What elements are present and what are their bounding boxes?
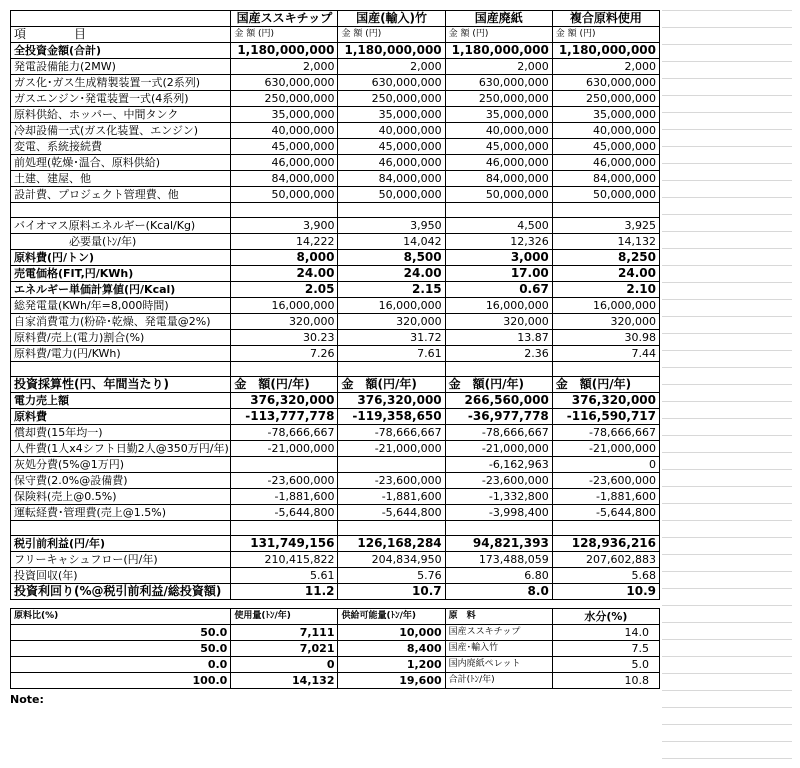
mix-cell[interactable]: 0 <box>231 657 338 673</box>
blank-row <box>11 362 660 377</box>
table-row <box>11 536 660 552</box>
mix-table <box>10 608 660 689</box>
value-cell[interactable]: -113,777,778 <box>231 409 338 425</box>
row-label[interactable]: 必要量(ﾄﾝ/年) <box>11 234 231 250</box>
column-header[interactable]: 国産(輸入)竹 <box>338 11 445 27</box>
value-cell[interactable]: 84,000,000 <box>445 171 552 187</box>
row-label[interactable]: 灰処分費(5%@1万円) <box>11 457 231 473</box>
mix-header[interactable]: 原 料 <box>445 609 552 625</box>
value-cell[interactable]: -119,358,650 <box>338 409 445 425</box>
table-row <box>11 59 660 75</box>
blank-cell[interactable] <box>338 203 445 218</box>
value-cell[interactable]: 16,000,000 <box>231 298 338 314</box>
table-row <box>11 250 660 266</box>
row-label[interactable]: 投資利回り(%@税引前利益/総投資額) <box>11 584 231 600</box>
table-row <box>11 568 660 584</box>
row-label[interactable]: 電力売上額 <box>11 393 231 409</box>
row-label[interactable]: 全投資金額(合計) <box>11 43 231 59</box>
value-cell[interactable] <box>231 457 338 473</box>
mix-cell[interactable]: 1,200 <box>338 657 445 673</box>
value-cell[interactable]: 320,000 <box>445 314 552 330</box>
row-label[interactable]: 発電設備能力(2MW) <box>11 59 231 75</box>
unit-cell[interactable]: 金 額 (円) <box>231 27 338 43</box>
mix-cell[interactable]: 14.0 <box>552 625 659 641</box>
mix-header[interactable]: 水分(%) <box>552 609 659 625</box>
blank-cell[interactable] <box>552 521 659 536</box>
value-cell[interactable]: -78,666,667 <box>338 425 445 441</box>
value-cell[interactable]: 40,000,000 <box>231 123 338 139</box>
row-label[interactable]: 前処理(乾燥･温合、原料供給) <box>11 155 231 171</box>
blank-cell[interactable] <box>445 362 552 377</box>
value-cell[interactable]: 376,320,000 <box>552 393 659 409</box>
row-label[interactable]: 冷却設備一式(ガス化装置、エンジン) <box>11 123 231 139</box>
row-label[interactable]: 売電価格(FIT,円/KWh) <box>11 266 231 282</box>
value-cell[interactable]: 1,180,000,000 <box>552 43 659 59</box>
table-row <box>11 155 660 171</box>
value-cell[interactable] <box>338 457 445 473</box>
table-row <box>11 187 660 203</box>
value-cell[interactable]: 250,000,000 <box>445 91 552 107</box>
value-cell[interactable]: 2,000 <box>231 59 338 75</box>
value-cell[interactable]: 40,000,000 <box>552 123 659 139</box>
mix-row <box>11 625 660 641</box>
value-cell[interactable]: 250,000,000 <box>338 91 445 107</box>
value-cell[interactable]: 31.72 <box>338 330 445 346</box>
section-unit[interactable]: 金 額(円/年) <box>338 377 445 393</box>
row-label[interactable]: 原料費/電力(円/KWh) <box>11 346 231 362</box>
value-cell[interactable]: 35,000,000 <box>338 107 445 123</box>
mix-cell[interactable]: 10.8 <box>552 673 659 689</box>
value-cell[interactable]: 5.61 <box>231 568 338 584</box>
value-cell[interactable]: 8,500 <box>338 250 445 266</box>
empty-grid-area <box>662 10 792 768</box>
value-cell[interactable]: 376,320,000 <box>231 393 338 409</box>
value-cell[interactable]: 630,000,000 <box>445 75 552 91</box>
value-cell[interactable]: -23,600,000 <box>231 473 338 489</box>
value-cell[interactable]: 128,936,216 <box>552 536 659 552</box>
value-cell[interactable]: 376,320,000 <box>338 393 445 409</box>
note-label: Note: <box>10 693 44 706</box>
row-label[interactable]: ガスエンジン･発電装置一式(4系列) <box>11 91 231 107</box>
value-cell[interactable]: 320,000 <box>231 314 338 330</box>
blank-row <box>11 521 660 536</box>
value-cell[interactable]: -78,666,667 <box>552 425 659 441</box>
blank-cell[interactable] <box>552 362 659 377</box>
table-row <box>11 505 660 521</box>
mix-cell[interactable]: 50.0 <box>11 641 231 657</box>
table-row <box>11 171 660 187</box>
blank-cell[interactable] <box>552 203 659 218</box>
row-label[interactable]: フリーキャシュフロー(円/年) <box>11 552 231 568</box>
value-cell[interactable]: 46,000,000 <box>338 155 445 171</box>
mix-cell[interactable]: 7,111 <box>231 625 338 641</box>
value-cell[interactable]: 5.68 <box>552 568 659 584</box>
value-cell[interactable]: 14,042 <box>338 234 445 250</box>
value-cell[interactable]: 630,000,000 <box>552 75 659 91</box>
table-row <box>11 457 660 473</box>
value-cell[interactable]: 50,000,000 <box>338 187 445 203</box>
value-cell[interactable]: -36,977,778 <box>445 409 552 425</box>
row-label[interactable]: 原料費 <box>11 409 231 425</box>
row-label[interactable]: 税引前利益(円/年) <box>11 536 231 552</box>
value-cell[interactable]: 46,000,000 <box>445 155 552 171</box>
row-label[interactable]: 投資回収(年) <box>11 568 231 584</box>
value-cell[interactable]: 630,000,000 <box>231 75 338 91</box>
value-cell[interactable]: 204,834,950 <box>338 552 445 568</box>
value-cell[interactable]: 3,900 <box>231 218 338 234</box>
value-cell[interactable]: -5,644,800 <box>231 505 338 521</box>
value-cell[interactable]: 84,000,000 <box>338 171 445 187</box>
blank-cell[interactable] <box>11 203 231 218</box>
value-cell[interactable]: 30.23 <box>231 330 338 346</box>
value-cell[interactable]: -78,666,667 <box>445 425 552 441</box>
table-row <box>11 441 660 457</box>
value-cell[interactable]: 94,821,393 <box>445 536 552 552</box>
unit-cell[interactable]: 金 額 (円) <box>338 27 445 43</box>
mix-cell[interactable]: 0.0 <box>11 657 231 673</box>
value-cell[interactable]: 84,000,000 <box>231 171 338 187</box>
value-cell[interactable]: 16,000,000 <box>338 298 445 314</box>
main-table <box>10 10 660 600</box>
value-cell[interactable]: 14,222 <box>231 234 338 250</box>
mix-cell[interactable]: 50.0 <box>11 625 231 641</box>
mix-cell[interactable]: 国内廃紙ペレット <box>445 657 552 673</box>
row-label[interactable]: エネルギー単価計算値(円/Kcal) <box>11 282 231 298</box>
value-cell[interactable]: 40,000,000 <box>338 123 445 139</box>
value-cell[interactable]: 1,180,000,000 <box>231 43 338 59</box>
value-cell[interactable]: 207,602,883 <box>552 552 659 568</box>
value-cell[interactable]: 6.80 <box>445 568 552 584</box>
value-cell[interactable]: 3,950 <box>338 218 445 234</box>
value-cell[interactable]: 126,168,284 <box>338 536 445 552</box>
table-row <box>11 75 660 91</box>
mix-cell[interactable]: 7,021 <box>231 641 338 657</box>
value-cell[interactable]: 7.44 <box>552 346 659 362</box>
value-cell[interactable]: -1,881,600 <box>552 489 659 505</box>
section-unit[interactable]: 金 額(円/年) <box>552 377 659 393</box>
row-label[interactable]: 保守費(2.0%@設備費) <box>11 473 231 489</box>
table-row <box>11 107 660 123</box>
row-label[interactable]: 変電、系統接続費 <box>11 139 231 155</box>
mix-cell[interactable]: 10,000 <box>338 625 445 641</box>
table-row <box>11 473 660 489</box>
value-cell[interactable]: 210,415,822 <box>231 552 338 568</box>
value-cell[interactable]: 2,000 <box>552 59 659 75</box>
mix-cell[interactable]: 8,400 <box>338 641 445 657</box>
table-row <box>11 234 660 250</box>
value-cell[interactable]: 16,000,000 <box>445 298 552 314</box>
column-header[interactable]: 複合原料使用 <box>552 11 659 27</box>
value-cell[interactable]: -3,998,400 <box>445 505 552 521</box>
value-cell[interactable]: 35,000,000 <box>231 107 338 123</box>
value-cell[interactable]: 46,000,000 <box>231 155 338 171</box>
value-cell[interactable]: -1,881,600 <box>231 489 338 505</box>
section-unit[interactable]: 金 額(円/年) <box>231 377 338 393</box>
row-label[interactable]: 設計費、プロジェクト管理費、他 <box>11 187 231 203</box>
header-blank[interactable] <box>11 11 231 27</box>
mix-cell[interactable]: 100.0 <box>11 673 231 689</box>
column-header[interactable]: 国産ススキチップ <box>231 11 338 27</box>
mix-row <box>11 657 660 673</box>
section-unit[interactable]: 金 額(円/年) <box>445 377 552 393</box>
value-cell[interactable]: 40,000,000 <box>445 123 552 139</box>
value-cell[interactable]: 50,000,000 <box>552 187 659 203</box>
mix-header[interactable]: 原料比(%) <box>11 609 231 625</box>
value-cell[interactable]: 250,000,000 <box>231 91 338 107</box>
unit-cell[interactable]: 金 額 (円) <box>445 27 552 43</box>
table-row <box>11 552 660 568</box>
row-label[interactable]: 人件費(1人x4シフト日勤2人@350万円/年) <box>11 441 231 457</box>
row-label[interactable]: ガス化･ガス生成精製装置一式(2系列) <box>11 75 231 91</box>
spreadsheet <box>10 10 660 706</box>
value-cell[interactable]: 320,000 <box>338 314 445 330</box>
value-cell[interactable]: 45,000,000 <box>338 139 445 155</box>
table-row <box>11 425 660 441</box>
table-row <box>11 346 660 362</box>
mix-cell[interactable]: 国産ススキチップ <box>445 625 552 641</box>
value-cell[interactable]: 50,000,000 <box>445 187 552 203</box>
value-cell[interactable]: 45,000,000 <box>552 139 659 155</box>
item-header[interactable]: 項 目 <box>11 27 231 43</box>
unit-row <box>11 27 660 43</box>
value-cell[interactable]: -23,600,000 <box>338 473 445 489</box>
mix-cell[interactable]: 合計(ﾄﾝ/年) <box>445 673 552 689</box>
mix-header[interactable]: 供給可能量(ﾄﾝ/年) <box>338 609 445 625</box>
header-row <box>11 11 660 27</box>
value-cell[interactable]: 7.26 <box>231 346 338 362</box>
value-cell[interactable]: 10.7 <box>338 584 445 600</box>
mix-cell[interactable]: 5.0 <box>552 657 659 673</box>
value-cell[interactable]: 2,000 <box>338 59 445 75</box>
value-cell[interactable]: -5,644,800 <box>552 505 659 521</box>
value-cell[interactable]: 3,925 <box>552 218 659 234</box>
mix-cell[interactable]: 7.5 <box>552 641 659 657</box>
table-row <box>11 330 660 346</box>
table-row <box>11 393 660 409</box>
row-label[interactable]: 土建、建屋、他 <box>11 171 231 187</box>
row-label[interactable]: 原料供給、ホッパー、中間タンク <box>11 107 231 123</box>
value-cell[interactable]: -116,590,717 <box>552 409 659 425</box>
blank-cell[interactable] <box>231 203 338 218</box>
value-cell[interactable]: 8,250 <box>552 250 659 266</box>
blank-cell[interactable] <box>231 521 338 536</box>
value-cell[interactable]: 0.67 <box>445 282 552 298</box>
value-cell[interactable]: 3,000 <box>445 250 552 266</box>
value-cell[interactable]: 35,000,000 <box>445 107 552 123</box>
value-cell[interactable]: 1,180,000,000 <box>445 43 552 59</box>
value-cell[interactable]: 17.00 <box>445 266 552 282</box>
value-cell[interactable]: 7.61 <box>338 346 445 362</box>
value-cell[interactable]: -21,000,000 <box>231 441 338 457</box>
value-cell[interactable]: 14,132 <box>552 234 659 250</box>
table-row <box>11 584 660 600</box>
value-cell[interactable]: 250,000,000 <box>552 91 659 107</box>
value-cell[interactable]: 4,500 <box>445 218 552 234</box>
section-label[interactable]: 投資採算性(円、年間当たり) <box>11 377 231 393</box>
mix-cell[interactable]: 国産･輸入竹 <box>445 641 552 657</box>
row-label[interactable]: 自家消費電力(粉砕･乾燥、発電量@2%) <box>11 314 231 330</box>
table-row <box>11 91 660 107</box>
value-cell[interactable]: 5.76 <box>338 568 445 584</box>
value-cell[interactable]: 131,749,156 <box>231 536 338 552</box>
column-header[interactable]: 国産廃紙 <box>445 11 552 27</box>
value-cell[interactable]: 11.2 <box>231 584 338 600</box>
blank-cell[interactable] <box>11 362 231 377</box>
value-cell[interactable]: 0 <box>552 457 659 473</box>
value-cell[interactable]: 50,000,000 <box>231 187 338 203</box>
value-cell[interactable]: -21,000,000 <box>445 441 552 457</box>
mix-header-row <box>11 609 660 625</box>
value-cell[interactable]: 630,000,000 <box>338 75 445 91</box>
value-cell[interactable]: 2.05 <box>231 282 338 298</box>
table-row <box>11 266 660 282</box>
blank-cell[interactable] <box>338 362 445 377</box>
value-cell[interactable]: -21,000,000 <box>552 441 659 457</box>
value-cell[interactable]: -21,000,000 <box>338 441 445 457</box>
table-row <box>11 489 660 505</box>
row-label[interactable]: 保険料(売上@0.5%) <box>11 489 231 505</box>
blank-row <box>11 203 660 218</box>
mix-row <box>11 641 660 657</box>
unit-cell[interactable]: 金 額 (円) <box>552 27 659 43</box>
value-cell[interactable]: 266,560,000 <box>445 393 552 409</box>
table-row <box>11 314 660 330</box>
table-row <box>11 139 660 155</box>
row-label[interactable]: 原料費/売上(電力)割合(%) <box>11 330 231 346</box>
blank-cell[interactable] <box>338 521 445 536</box>
row-label[interactable]: 運転経費･管理費(売上@1.5%) <box>11 505 231 521</box>
table-row <box>11 282 660 298</box>
table-row <box>11 298 660 314</box>
value-cell[interactable]: 1,180,000,000 <box>338 43 445 59</box>
value-cell[interactable]: 24.00 <box>552 266 659 282</box>
mix-cell[interactable]: 19,600 <box>338 673 445 689</box>
table-row <box>11 218 660 234</box>
value-cell[interactable]: -23,600,000 <box>445 473 552 489</box>
value-cell[interactable]: 2.15 <box>338 282 445 298</box>
value-cell[interactable]: 8,000 <box>231 250 338 266</box>
value-cell[interactable]: -5,644,800 <box>338 505 445 521</box>
row-label[interactable]: 原料費(円/トン) <box>11 250 231 266</box>
table-row <box>11 123 660 139</box>
table-row <box>11 409 660 425</box>
mix-row <box>11 673 660 689</box>
value-cell[interactable]: -1,881,600 <box>338 489 445 505</box>
blank-cell[interactable] <box>445 203 552 218</box>
value-cell[interactable]: 10.9 <box>552 584 659 600</box>
value-cell[interactable]: 45,000,000 <box>231 139 338 155</box>
row-label[interactable]: 総発電量(KWh/年=8,000時間) <box>11 298 231 314</box>
value-cell[interactable]: 173,488,059 <box>445 552 552 568</box>
value-cell[interactable]: 24.00 <box>231 266 338 282</box>
value-cell[interactable]: 16,000,000 <box>552 298 659 314</box>
value-cell[interactable]: 320,000 <box>552 314 659 330</box>
blank-cell[interactable] <box>11 521 231 536</box>
value-cell[interactable]: -1,332,800 <box>445 489 552 505</box>
value-cell[interactable]: 45,000,000 <box>445 139 552 155</box>
row-label[interactable]: バイオマス原料エネルギー(Kcal/Kg) <box>11 218 231 234</box>
value-cell[interactable]: 84,000,000 <box>552 171 659 187</box>
value-cell[interactable]: 2.36 <box>445 346 552 362</box>
value-cell[interactable]: -6,162,963 <box>445 457 552 473</box>
mix-cell[interactable]: 14,132 <box>231 673 338 689</box>
value-cell[interactable]: 12,326 <box>445 234 552 250</box>
blank-cell[interactable] <box>445 521 552 536</box>
value-cell[interactable]: 2,000 <box>445 59 552 75</box>
value-cell[interactable]: 30.98 <box>552 330 659 346</box>
value-cell[interactable]: 2.10 <box>552 282 659 298</box>
mix-header[interactable]: 使用量(ﾄﾝ/年) <box>231 609 338 625</box>
table-row <box>11 43 660 59</box>
value-cell[interactable]: -23,600,000 <box>552 473 659 489</box>
value-cell[interactable]: 13.87 <box>445 330 552 346</box>
value-cell[interactable]: 24.00 <box>338 266 445 282</box>
row-label[interactable]: 償却費(15年均一) <box>11 425 231 441</box>
value-cell[interactable]: 46,000,000 <box>552 155 659 171</box>
blank-cell[interactable] <box>231 362 338 377</box>
section-header-row <box>11 377 660 393</box>
value-cell[interactable]: -78,666,667 <box>231 425 338 441</box>
value-cell[interactable]: 8.0 <box>445 584 552 600</box>
value-cell[interactable]: 35,000,000 <box>552 107 659 123</box>
